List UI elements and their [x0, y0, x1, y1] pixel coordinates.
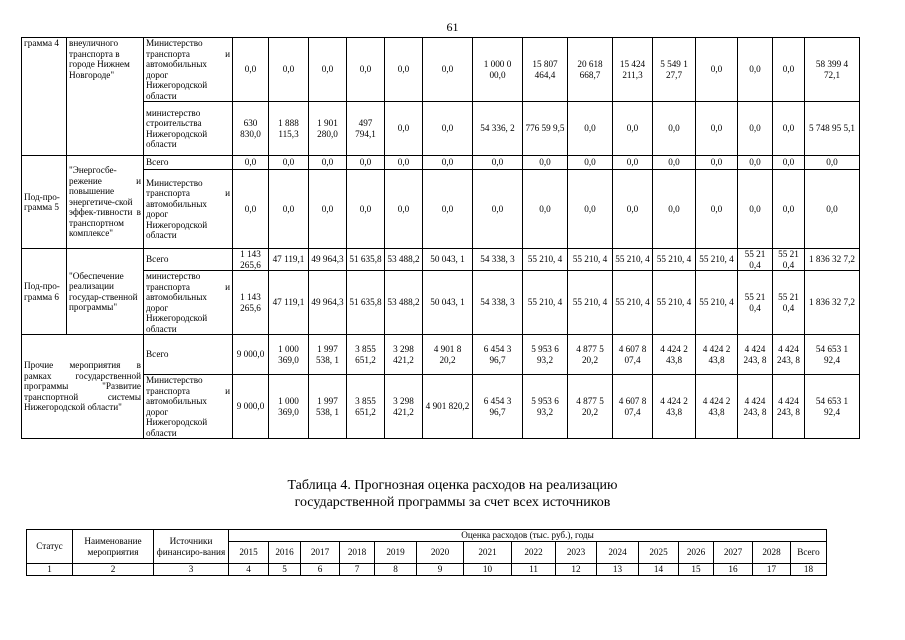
year-header: 2025 [639, 542, 679, 564]
budget-table-continued [21, 37, 860, 439]
year-header: 2019 [375, 542, 417, 564]
value-cell: 55 210, 4 [696, 271, 738, 335]
value-cell: 58 399 4 72,1 [805, 38, 860, 102]
funding-source-cell: Всего [144, 249, 233, 271]
column-number: 7 [340, 564, 375, 576]
column-number: 2 [73, 564, 154, 576]
value-cell: 0,0 [233, 156, 269, 170]
value-cell: 54 653 1 92,4 [805, 375, 860, 439]
value-cell: 55 210, 4 [653, 249, 696, 271]
value-cell: 50 043, 1 [423, 249, 473, 271]
value-cell: 4 424 243, 8 [773, 375, 805, 439]
value-cell: 3 298 421,2 [385, 335, 423, 375]
value-cell: 49 964,3 [309, 271, 347, 335]
year-header: 2017 [301, 542, 340, 564]
value-cell: 0,0 [613, 156, 653, 170]
value-cell: 4 424 2 43,8 [696, 335, 738, 375]
status-cell: грамма 4 [22, 38, 67, 156]
value-cell: 55 21 0,4 [738, 271, 773, 335]
value-cell: 0,0 [423, 156, 473, 170]
value-cell: 0,0 [473, 170, 523, 249]
value-cell: 5 953 6 93,2 [523, 335, 568, 375]
value-cell: 4 424 243, 8 [738, 335, 773, 375]
value-cell: 0,0 [347, 156, 385, 170]
value-cell: 0,0 [233, 38, 269, 102]
year-header: 2016 [269, 542, 301, 564]
table-row [22, 335, 860, 375]
value-cell: 1 000 369,0 [269, 335, 309, 375]
value-cell: 1 836 32 7,2 [805, 249, 860, 271]
column-number: 4 [229, 564, 269, 576]
table-row [22, 170, 860, 249]
column-number: 16 [714, 564, 753, 576]
funding-source-cell: Всего [144, 335, 233, 375]
value-cell: 49 964,3 [309, 249, 347, 271]
table-row [22, 375, 860, 439]
value-cell: 5 549 1 27,7 [653, 38, 696, 102]
column-number: 1 [27, 564, 73, 576]
value-cell: 0,0 [423, 102, 473, 156]
value-cell: 0,0 [269, 170, 309, 249]
value-cell: 53 488,2 [385, 271, 423, 335]
value-cell: 0,0 [309, 170, 347, 249]
value-cell: 55 21 0,4 [738, 249, 773, 271]
year-header: 2023 [556, 542, 597, 564]
value-cell: 0,0 [347, 38, 385, 102]
year-header: 2028 [753, 542, 791, 564]
value-cell: 0,0 [309, 38, 347, 102]
value-cell: 497 794,1 [347, 102, 385, 156]
value-cell: 47 119,1 [269, 249, 309, 271]
funding-source-cell: Министерство транспорта и автомобильных дорог Нижегородской области [144, 375, 233, 439]
value-cell: 0,0 [523, 170, 568, 249]
column-number: 12 [556, 564, 597, 576]
value-cell: 1 143 265,6 [233, 249, 269, 271]
value-cell: 0,0 [385, 156, 423, 170]
page-number: 61 [446, 20, 459, 34]
funding-source-cell: Министерство транспорта и автомобильных дорог Нижегородской области [144, 170, 233, 249]
value-cell: 0,0 [696, 156, 738, 170]
value-cell: 0,0 [773, 102, 805, 156]
value-cell: 9 000,0 [233, 335, 269, 375]
value-cell: 1 143 265,6 [233, 271, 269, 335]
value-cell: 0,0 [696, 170, 738, 249]
value-cell: 0,0 [309, 156, 347, 170]
value-cell: 51 635,8 [347, 249, 385, 271]
value-cell: 54 336, 2 [473, 102, 523, 156]
value-cell: 0,0 [613, 102, 653, 156]
value-cell: 4 424 2 43,8 [696, 375, 738, 439]
value-cell: 0,0 [568, 156, 613, 170]
value-cell: 51 635,8 [347, 271, 385, 335]
value-cell: 55 21 0,4 [773, 249, 805, 271]
value-cell: 53 488,2 [385, 249, 423, 271]
value-cell: 0,0 [523, 156, 568, 170]
value-cell: 1 888 115,3 [269, 102, 309, 156]
value-cell: 55 210, 4 [696, 249, 738, 271]
value-cell: 0,0 [233, 170, 269, 249]
funding-source-cell: министерство строительства Нижегородской области [144, 102, 233, 156]
value-cell: 54 338, 3 [473, 271, 523, 335]
t4-status-header: Статус [27, 530, 73, 564]
value-cell: 6 454 3 96,7 [473, 375, 523, 439]
value-cell: 0,0 [653, 170, 696, 249]
value-cell: 776 59 9,5 [523, 102, 568, 156]
column-number: 8 [375, 564, 417, 576]
value-cell: 3 298 421,2 [385, 375, 423, 439]
year-header: 2020 [417, 542, 464, 564]
program-name-cell: внеуличного транспорта в городе Нижнем Новгороде" [67, 38, 144, 156]
value-cell: 0,0 [613, 170, 653, 249]
value-cell: 5 953 6 93,2 [523, 375, 568, 439]
value-cell: 4 424 243, 8 [773, 335, 805, 375]
t4-group-header: Оценка расходов (тыс. руб.), годы [229, 530, 827, 542]
value-cell: 0,0 [385, 102, 423, 156]
column-number: 13 [597, 564, 639, 576]
value-cell: 0,0 [568, 170, 613, 249]
value-cell: 0,0 [653, 102, 696, 156]
value-cell: 0,0 [773, 170, 805, 249]
column-number: 14 [639, 564, 679, 576]
value-cell: 1 997 538, 1 [309, 335, 347, 375]
value-cell: 47 119,1 [269, 271, 309, 335]
table-row [22, 102, 860, 156]
value-cell: 4 877 5 20,2 [568, 335, 613, 375]
value-cell: 3 855 651,2 [347, 375, 385, 439]
value-cell: 20 618 668,7 [568, 38, 613, 102]
value-cell: 5 748 95 5,1 [805, 102, 860, 156]
value-cell: 1 000 0 00,0 [473, 38, 523, 102]
value-cell: 6 454 3 96,7 [473, 335, 523, 375]
value-cell: 0,0 [385, 170, 423, 249]
value-cell: 54 338, 3 [473, 249, 523, 271]
status-cell: Под-про-грамма 6 [22, 249, 67, 335]
table4-title-line2: государственной программы за счет всех источников [294, 495, 611, 510]
year-header: 2015 [229, 542, 269, 564]
value-cell: 0,0 [347, 170, 385, 249]
column-number: 11 [512, 564, 556, 576]
value-cell: 0,0 [473, 156, 523, 170]
value-cell: 1 997 538, 1 [309, 375, 347, 439]
value-cell: 4 901 820,2 [423, 375, 473, 439]
value-cell: 55 210, 4 [568, 271, 613, 335]
value-cell: 0,0 [269, 156, 309, 170]
value-cell: 0,0 [269, 38, 309, 102]
year-header: 2026 [679, 542, 714, 564]
table-row [22, 249, 860, 271]
program-name-cell: "Обеспечение реализации государ-ственной программы" [67, 249, 144, 335]
funding-source-cell: министерство транспорта и автомобильных дорог Нижегородской области [144, 271, 233, 335]
value-cell: 0,0 [385, 38, 423, 102]
year-header: 2022 [512, 542, 556, 564]
value-cell: 0,0 [738, 102, 773, 156]
value-cell: 4 424 2 43,8 [653, 335, 696, 375]
value-cell: 55 21 0,4 [773, 271, 805, 335]
value-cell: 0,0 [568, 102, 613, 156]
year-header: 2027 [714, 542, 753, 564]
value-cell: 0,0 [773, 38, 805, 102]
year-header: 2021 [464, 542, 512, 564]
column-number: 6 [301, 564, 340, 576]
value-cell: 4 877 5 20,2 [568, 375, 613, 439]
value-cell: 1 836 32 7,2 [805, 271, 860, 335]
year-header: Всего [791, 542, 827, 564]
value-cell: 0,0 [696, 102, 738, 156]
value-cell: 55 210, 4 [613, 271, 653, 335]
table-row [22, 156, 860, 170]
value-cell: 0,0 [696, 38, 738, 102]
value-cell: 9 000,0 [233, 375, 269, 439]
value-cell: 0,0 [423, 38, 473, 102]
t4-sources-header: Источники финансиро-вания [154, 530, 229, 564]
value-cell: 50 043, 1 [423, 271, 473, 335]
value-cell: 15 424 211,3 [613, 38, 653, 102]
value-cell: 0,0 [738, 170, 773, 249]
value-cell: 0,0 [738, 38, 773, 102]
value-cell: 4 424 243, 8 [738, 375, 773, 439]
column-number: 10 [464, 564, 512, 576]
value-cell: 4 424 2 43,8 [653, 375, 696, 439]
value-cell: 0,0 [773, 156, 805, 170]
value-cell: 4 607 8 07,4 [613, 335, 653, 375]
value-cell: 0,0 [653, 156, 696, 170]
value-cell: 55 210, 4 [523, 271, 568, 335]
value-cell: 4 607 8 07,4 [613, 375, 653, 439]
value-cell: 55 210, 4 [653, 271, 696, 335]
table4-header [26, 529, 827, 576]
value-cell: 1 901 280,0 [309, 102, 347, 156]
value-cell: 55 210, 4 [613, 249, 653, 271]
value-cell: 0,0 [738, 156, 773, 170]
value-cell: 1 000 369,0 [269, 375, 309, 439]
status-cell: Под-про-грамма 5 [22, 156, 67, 249]
value-cell: 0,0 [805, 156, 860, 170]
year-header: 2018 [340, 542, 375, 564]
value-cell: 630 830,0 [233, 102, 269, 156]
column-number: 15 [679, 564, 714, 576]
program-name-cell: "Энергосбе-режение и повышение энергетиче-ской эффек-тивности в транспортном комплексе" [67, 156, 144, 249]
value-cell: 55 210, 4 [568, 249, 613, 271]
column-number: 18 [791, 564, 827, 576]
column-number: 3 [154, 564, 229, 576]
funding-source-cell: Всего [144, 156, 233, 170]
value-cell: 0,0 [423, 170, 473, 249]
column-number: 17 [753, 564, 791, 576]
value-cell: 3 855 651,2 [347, 335, 385, 375]
funding-source-cell: Министерство транспорта и автомобильных дорог Нижегородской области [144, 38, 233, 102]
value-cell: 4 901 8 20,2 [423, 335, 473, 375]
table4-title-line1: Таблица 4. Прогнозная оценка расходов на реализацию [287, 478, 618, 493]
value-cell: 15 807 464,4 [523, 38, 568, 102]
table-row [22, 271, 860, 335]
value-cell: 54 653 1 92,4 [805, 335, 860, 375]
table-row [22, 38, 860, 102]
value-cell: 0,0 [805, 170, 860, 249]
year-header: 2024 [597, 542, 639, 564]
status-cell: Прочие мероприятия в рамках государственной программы "Развитие транспортной системы Нижегородской области" [22, 335, 144, 439]
value-cell: 55 210, 4 [523, 249, 568, 271]
t4-name-header: Наименование мероприятия [73, 530, 154, 564]
column-number: 9 [417, 564, 464, 576]
column-number: 5 [269, 564, 301, 576]
